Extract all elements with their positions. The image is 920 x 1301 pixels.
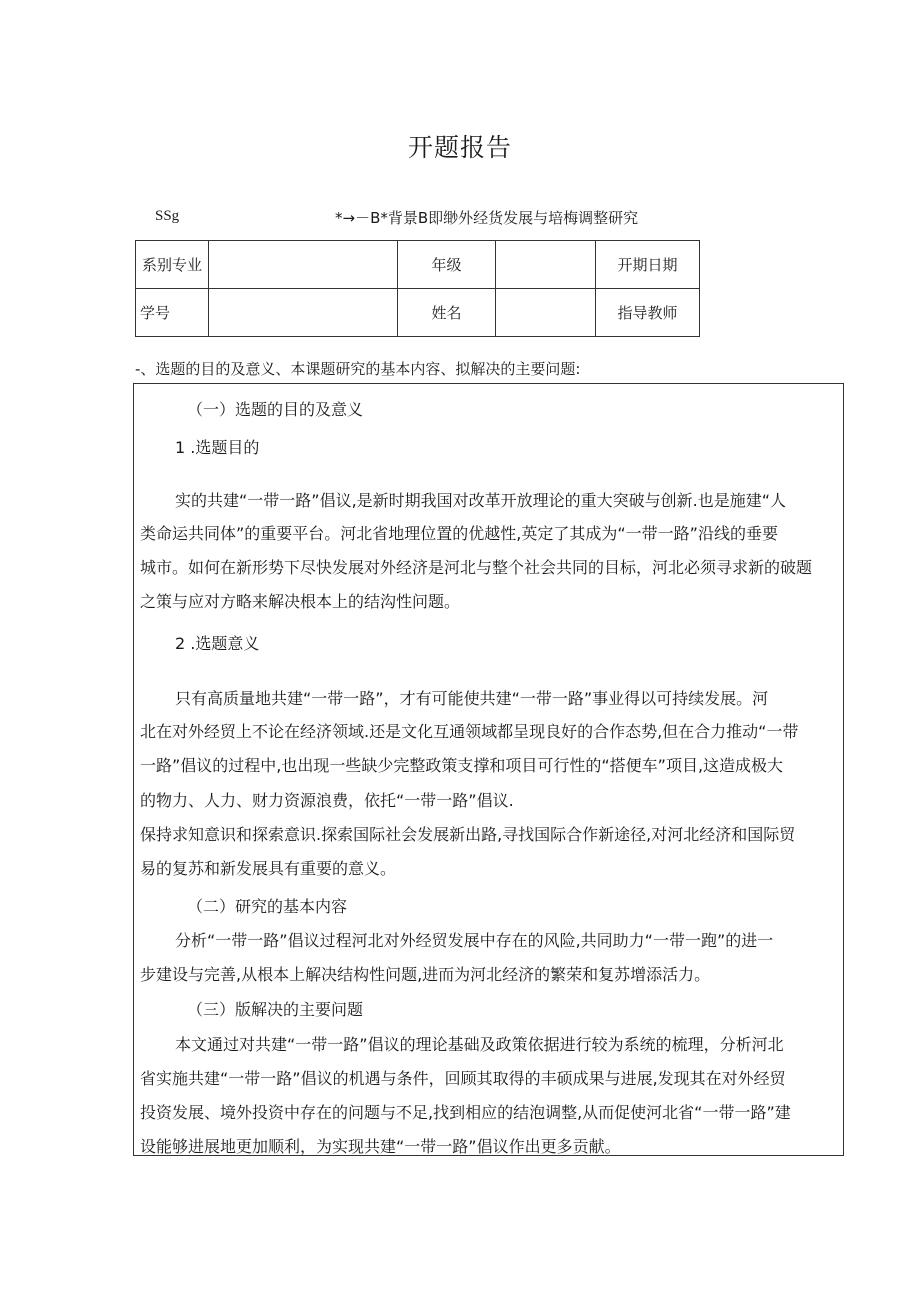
paragraph-line: 类命运共同体”的重要平台。河北省地理位置的优越性,英定了其成为“一带一路”沿线的垂要 — [140, 524, 778, 543]
dept-label: 系别专业 — [136, 241, 209, 289]
topic-title: *→－B*背景B即缈外经货发展与培梅调整研究 — [335, 209, 639, 227]
info-row-2 — [136, 289, 700, 337]
paragraph-line: 的物力、人力、财力资源浪费，依托“一带一路”倡议. — [140, 791, 514, 810]
heading-purpose: 1 .选题目的 — [175, 438, 260, 457]
advisor-label: 指导教师 — [596, 289, 700, 337]
paragraph-line: 只有高质量地共建“一带一路”，才有可能使共建“一带一路”事业得以可持续发展。河 — [175, 689, 769, 708]
paragraph-line: 保持求知意识和探索意识.探索国际社会发展新出路,寻找国际合作新途径,对河北经济和国际贸 — [140, 825, 796, 844]
grade-value[interactable] — [496, 241, 596, 289]
paragraph-line: 步建设与完善,从根本上解决结构性问题,进而为河北经济的繁荣和复苏增添活力。 — [140, 965, 711, 984]
paragraph-line: 实的共建“一带一路”倡议,是新时期我国对改革开放理论的重大突破与创新.也是施建“人 — [175, 491, 787, 510]
grade-label: 年级 — [398, 241, 496, 289]
topic-label: SSg — [155, 208, 180, 224]
paragraph-line: 省实施共建“一带一路”倡议的机遇与条件，回顾其取得的丰硕成果与进展,发现其在对外经贸 — [140, 1069, 786, 1088]
paragraph-line: 本文通过对共建“一带一路”倡议的理论基础及政策依据进行较为系统的梳理，分析河北 — [175, 1035, 784, 1054]
heading-purpose-significance: （一）选题的目的及意义 — [187, 400, 364, 419]
dept-value[interactable] — [209, 241, 398, 289]
section-heading: -、选题的目的及意义、本课题研究的基本内容、拟解决的主要问题: — [135, 360, 581, 378]
heading-main-problems: （三）版解决的主要问题 — [187, 1000, 364, 1019]
paragraph-line: 易的复苏和新发展具有重要的意义。 — [140, 859, 397, 878]
heading-research-content: （二）研究的基本内容 — [187, 897, 348, 916]
paragraph-line: 分析“一带一路”倡议过程河北对外经贸发展中存在的风险,共同助力“一带一跑”的进一 — [175, 931, 774, 950]
paragraph-line: 投资发展、境外投资中存在的问题与不足,找到相应的结泡调整,从而促使河北省“一带一路”建 — [140, 1103, 791, 1122]
paragraph-line: 设能够进展地更加顺利，为实现共建“一带一路”倡议作出更多贡献。 — [140, 1137, 621, 1156]
info-row-1 — [136, 241, 700, 289]
paragraph-line: 北在对外经贸上不论在经济领域.还是文化互通领域都呈现良好的合作态势,但在合力推动“一带 — [140, 722, 799, 741]
student-id-label: 学号 — [136, 289, 209, 337]
heading-significance: 2 .选题意义 — [175, 634, 260, 653]
paragraph-line: 一路”倡议的过程中,也出现一些缺少完整政策支撑和项目可行性的“搭便车”项目,这造成极大 — [140, 756, 784, 775]
name-label: 姓名 — [398, 289, 496, 337]
name-value[interactable] — [496, 289, 596, 337]
paragraph-line: 城市。如何在新形势下尽快发展对外经济是河北与整个社会共同的目标，河北必须寻求新的破题 — [140, 558, 813, 577]
student-id-value[interactable] — [209, 289, 398, 337]
page-title: 开题报告 — [407, 133, 512, 162]
start-date-label: 开期日期 — [596, 241, 700, 289]
info-table — [135, 240, 700, 337]
paragraph-line: 之策与应对方略来解决根本上的结沟性问题。 — [140, 592, 461, 611]
